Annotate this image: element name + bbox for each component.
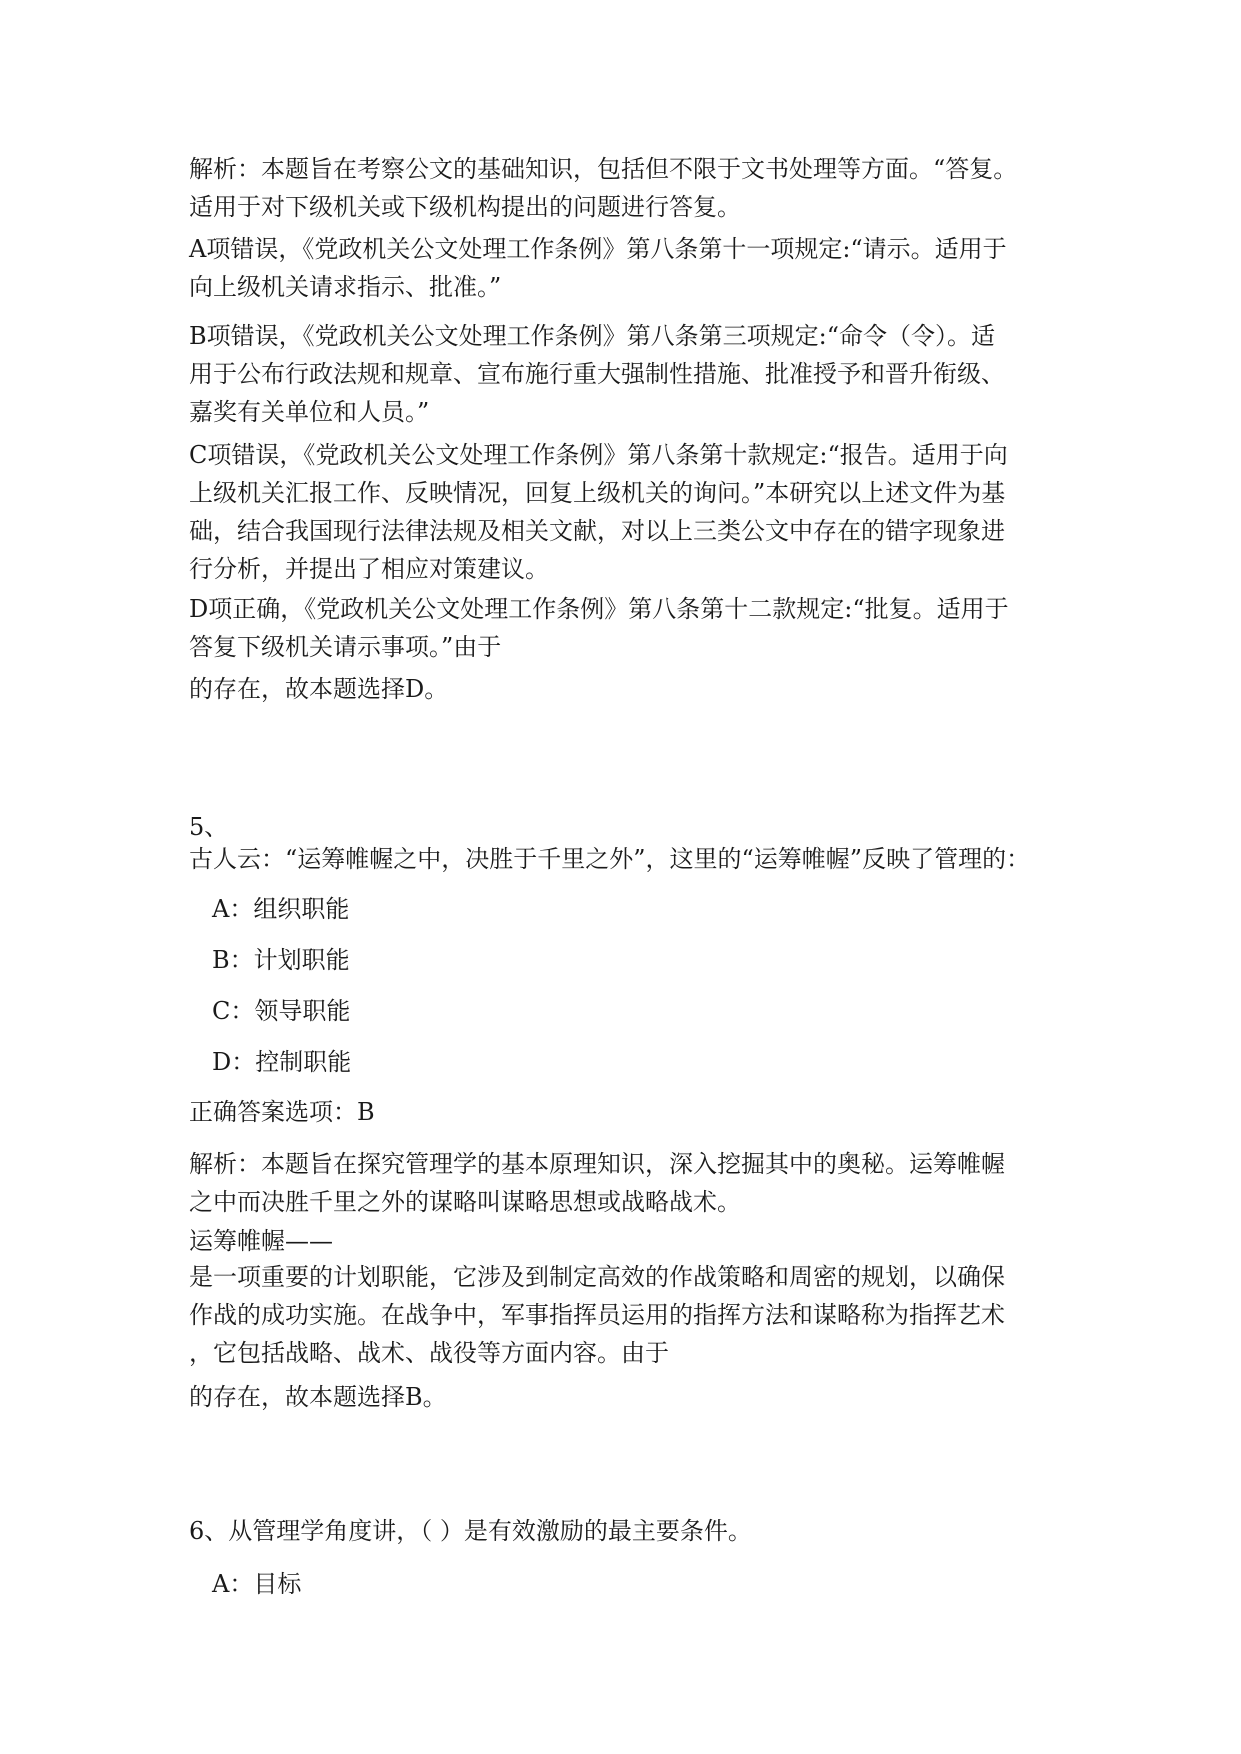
q4-option-b-explanation [189,317,1049,431]
text-line: 适用于对下级机关或下级机构提出的问题进行答复。 [189,193,741,221]
q5-analysis-paragraph [189,1145,1049,1221]
text-line: ，它包括战略、战术、战役等方面内容。由于 [189,1339,669,1367]
text-line: 嘉奖有关单位和人员。” [189,398,430,426]
question-5-number: 5、 [189,813,229,841]
text-line: 解析：本题旨在探究管理学的基本原理知识，深入挖掘其中的奥秘。运筹帷幄 [189,1150,1005,1178]
q4-analysis-paragraph [189,150,1049,226]
q4-option-d-explanation [189,590,1049,666]
text-line: 运筹帷幄—— [189,1227,333,1255]
q5-option-d: D：控制职能 [212,1048,352,1076]
q4-option-a-explanation [189,230,1049,306]
q5-option-b: B：计划职能 [212,946,350,974]
q4-conclusion: 的存在，故本题选择D。 [189,675,449,703]
text-line: 向上级机关请求指示、批准。” [189,273,502,301]
question-5-text: 古人云：“运筹帷幄之中，决胜于千里之外”，这里的“运筹帷幄”反映了管理的： [189,845,1031,873]
q5-conclusion: 的存在，故本题选择B。 [189,1383,447,1411]
q5-analysis-detail [189,1224,1049,1372]
text-line: 础，结合我国现行法律法规及相关文献，对以上三类公文中存在的错字现象进 [189,517,1005,545]
q5-option-a: A：组织职能 [212,895,350,923]
q5-option-c: C：领导职能 [212,997,351,1025]
question-6-text: 6、从管理学角度讲，（ ）是有效激励的最主要条件。 [189,1517,752,1545]
text-line: A项错误，《党政机关公文处理工作条例》第八条第十一项规定:“请示。适用于 [189,235,1007,263]
text-line: 答复下级机关请示事项。”由于 [189,633,502,661]
q4-option-c-explanation [189,436,1049,588]
text-line: 上级机关汇报工作、反映情况，回复上级机关的询问。”本研究以上述文件为基 [189,479,1006,507]
q5-correct-answer: 正确答案选项：B [189,1098,375,1126]
q6-option-a: A：目标 [212,1570,302,1598]
text-line: 解析：本题旨在考察公文的基础知识，包括但不限于文书处理等方面。“答复。 [189,155,1018,183]
text-line: 是一项重要的计划职能，它涉及到制定高效的作战策略和周密的规划，以确保 [189,1263,1005,1291]
text-line: B项错误，《党政机关公文处理工作条例》第八条第三项规定:“命令（令）。适 [189,322,995,350]
text-line: 用于公布行政法规和规章、宣布施行重大强制性措施、批准授予和晋升衔级、 [189,360,1005,388]
text-line: 之中而决胜千里之外的谋略叫谋略思想或战略战术。 [189,1188,741,1216]
text-line: 作战的成功实施。在战争中，军事指挥员运用的指挥方法和谋略称为指挥艺术 [189,1301,1005,1329]
text-line: C项错误，《党政机关公文处理工作条例》第八条第十款规定:“报告。适用于向 [189,441,1008,469]
text-line: D项正确，《党政机关公文处理工作条例》第八条第十二款规定:“批复。适用于 [189,595,1009,623]
text-line: 行分析，并提出了相应对策建议。 [189,555,549,583]
